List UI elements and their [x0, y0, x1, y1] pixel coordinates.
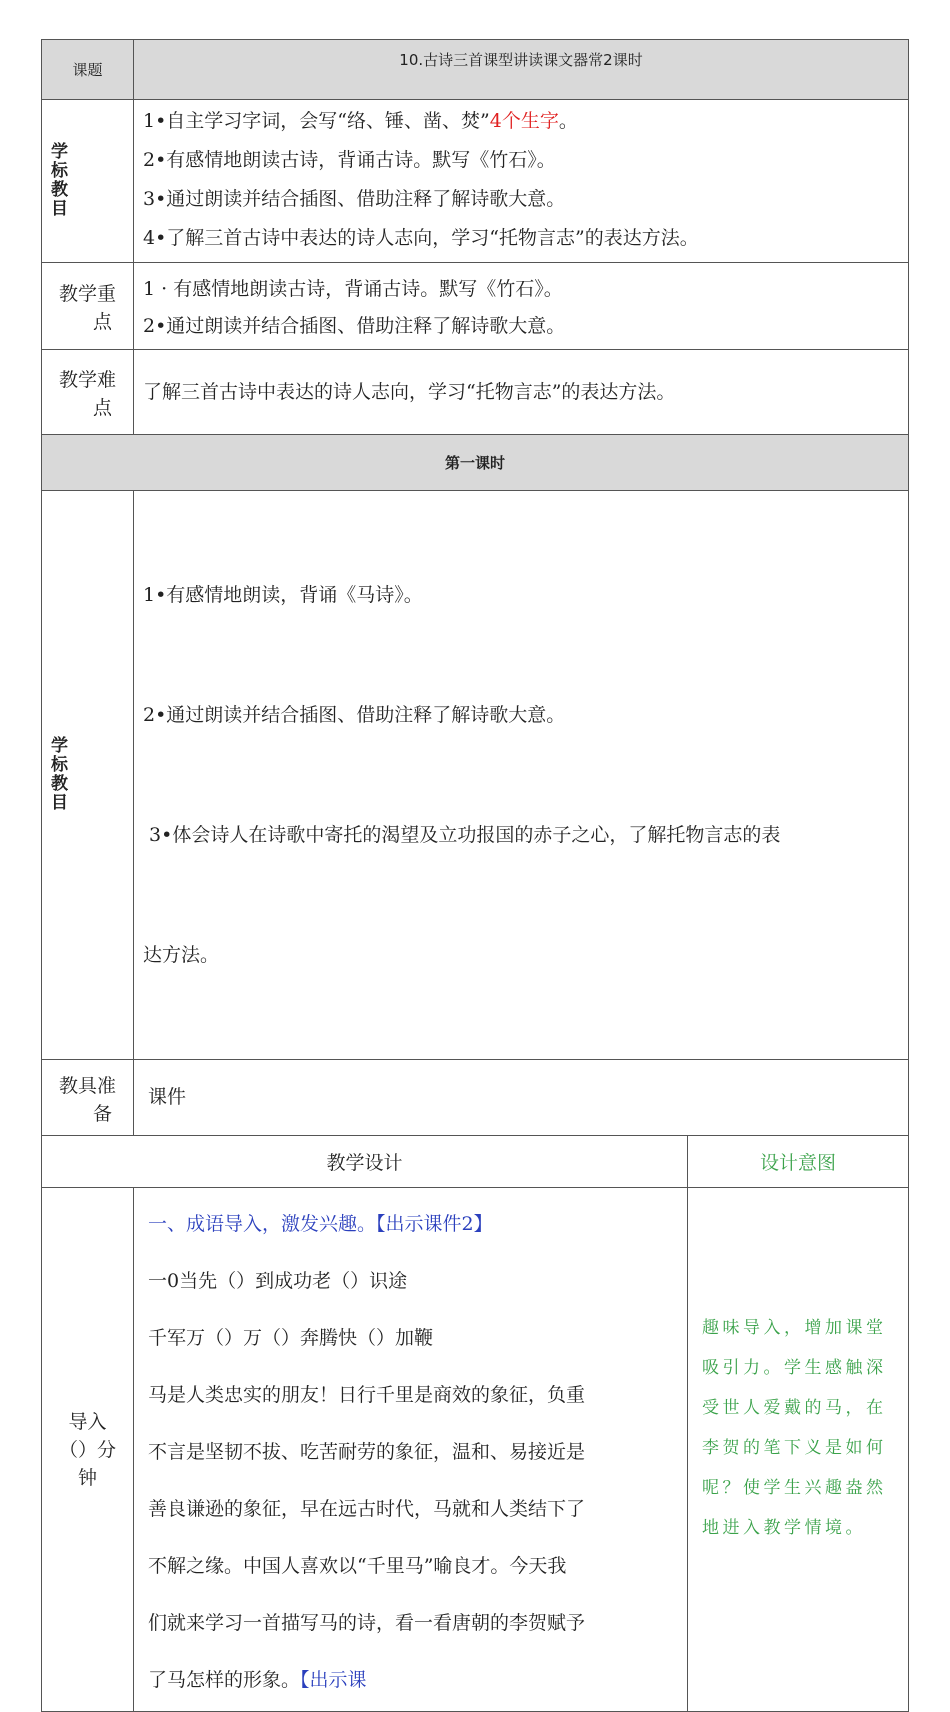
lesson-title: 10.古诗三首课型讲读课文器常2课时: [134, 40, 909, 100]
difficulty-label: 教学难 点: [42, 350, 134, 435]
key-points-row: [42, 263, 909, 350]
goal-item: 2•有感情地朗读古诗，背诵古诗。默写《竹石》。: [143, 149, 556, 171]
goals-label-cell: [42, 100, 134, 263]
goals-content: [134, 100, 909, 263]
lesson1-goals-label: 学标教目: [51, 736, 68, 813]
lesson1-goal-item: 2•通过朗读并结合插图、借助注释了解诗歌大意。: [143, 704, 566, 726]
lesson1-goal-item: 3•体会诗人在诗歌中寄托的渴望及立功报国的赤子之心，了解托物言志的表: [143, 824, 781, 846]
idiom-line: 一0当先（）到成功老（）识途: [148, 1270, 408, 1292]
intro-heading: 一、成语导入，激发兴趣。【出示课件2】: [148, 1213, 493, 1235]
goal-item: 1•自主学习字词，会写“络、锤、凿、焚”4个生字。: [143, 110, 578, 132]
tools-label: 教具准 备: [42, 1060, 134, 1136]
lesson1-goal-item: 1•有感情地朗读，背诵《马诗》。: [143, 584, 423, 606]
intro-content: [134, 1188, 688, 1712]
intro-paragraph-line: 不言是坚韧不拔、吃苦耐劳的象征，温和、易接近是: [148, 1441, 586, 1463]
intro-paragraph-line: 善良谦逊的象征，早在远古时代，马就和人类结下了: [148, 1498, 586, 1520]
lesson1-goals-label-cell: [42, 491, 134, 1060]
idiom-line: 千军万（）万（）奔腾快（）加鞭: [148, 1327, 434, 1349]
courseware-link[interactable]: 【出示课: [300, 1669, 367, 1691]
key-point-item: 2•通过朗读并结合插图、借助注释了解诗歌大意。: [143, 315, 566, 337]
goal-highlight: 4个生字: [489, 110, 559, 132]
lesson-plan-table: [41, 39, 909, 1712]
intro-paragraph-line: 们就来学习一首描写马的诗，看一看唐朝的李贺赋予: [148, 1612, 586, 1634]
design-header: 教学设计: [42, 1136, 688, 1188]
difficulty-content: 了解三首古诗中表达的诗人志向，学习“托物言志”的表达方法。: [134, 350, 909, 435]
tools-row: [42, 1060, 909, 1136]
intent-header: 设计意图: [688, 1136, 909, 1188]
intro-paragraph-line: 了马怎样的形象。【出示课: [148, 1669, 367, 1691]
intro-row: [42, 1188, 909, 1712]
key-points-label: 教学重 点: [42, 263, 134, 350]
tools-content: 课件: [134, 1060, 909, 1136]
lesson1-goals-row: [42, 491, 909, 1060]
topic-label: 课题: [42, 40, 134, 100]
intro-paragraph-line: 马是人类忠实的朋友！日行千里是商效的象征，负重: [148, 1384, 586, 1406]
title-row: [42, 40, 909, 100]
lesson1-goals-content: [134, 491, 909, 1060]
difficulty-row: [42, 350, 909, 435]
key-point-item: 1 · 有感情地朗读古诗，背诵古诗。默写《竹石》。: [143, 278, 563, 300]
goal-item: 3•通过朗读并结合插图、借助注释了解诗歌大意。: [143, 188, 566, 210]
goals-row: [42, 100, 909, 263]
intro-intent-note: 趣味导入，增加课堂吸引力。学生感触深受世人爱戴的马，在李贺的笔下义是如何呢？使学生兴趣盎然地进入教学情境。: [688, 1188, 909, 1712]
goals-label: 学标教目: [51, 142, 68, 219]
design-header-row: [42, 1136, 909, 1188]
intro-paragraph-line: 不解之缘。中国人喜欢以“千里马”喻良才。今天我: [148, 1555, 567, 1577]
lesson1-header-row: [42, 435, 909, 491]
key-points-content: [134, 263, 909, 350]
intro-label: 导入 （）分 钟: [42, 1188, 134, 1712]
lesson1-title: 第一课时: [42, 435, 909, 491]
lesson1-goal-item: 达方法。: [143, 944, 220, 966]
goal-item: 4•了解三首古诗中表达的诗人志向，学习“托物言志”的表达方法。: [143, 227, 699, 249]
